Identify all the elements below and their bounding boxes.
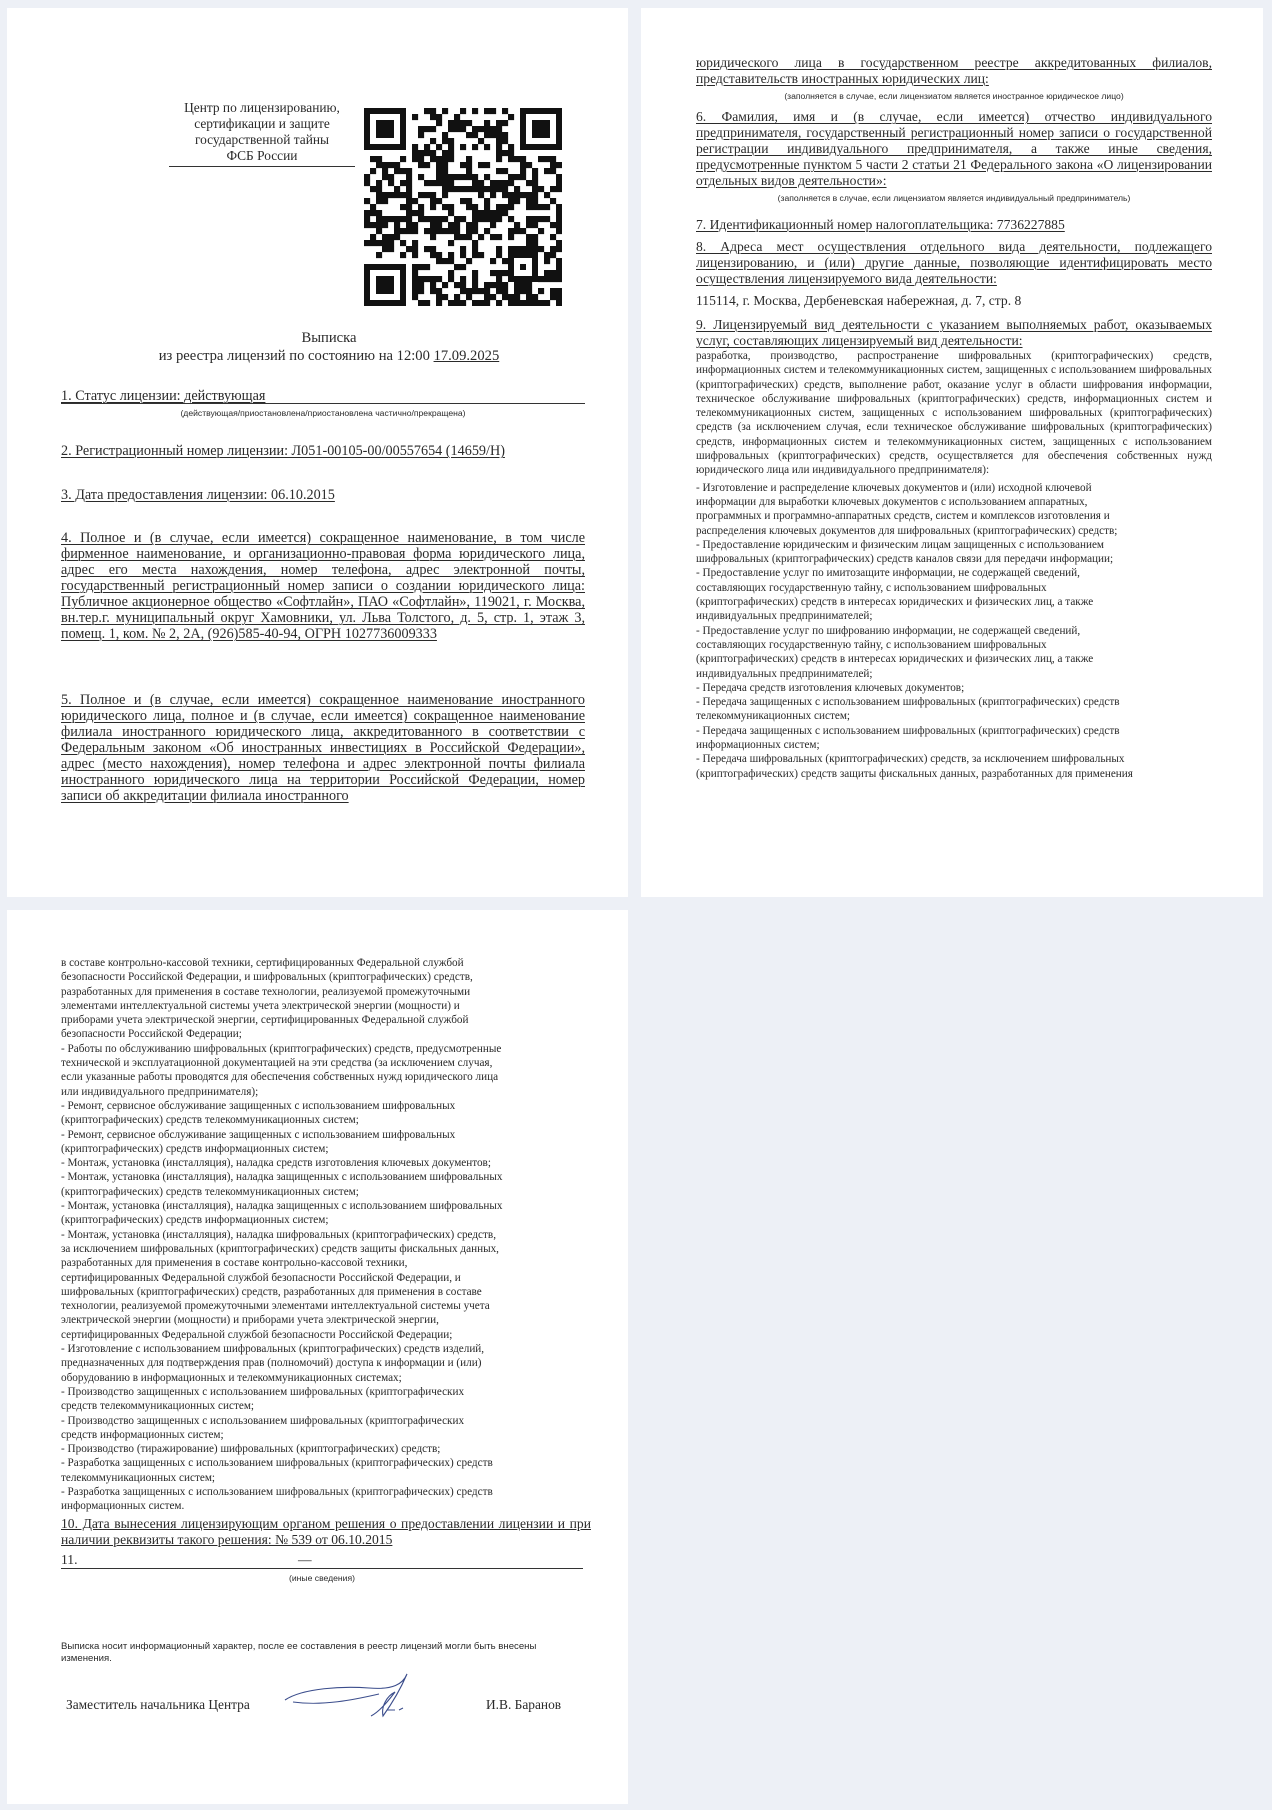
license-status-text: 1. Статус лицензии: действующая bbox=[61, 388, 266, 404]
field-license-status bbox=[61, 388, 585, 418]
signer-name: И.В. Баранов bbox=[486, 1697, 562, 1712]
list-line: средств информационных систем; bbox=[61, 1428, 224, 1441]
extract-heading bbox=[67, 329, 591, 365]
entrepreneur-text: 6. Фамилия, имя и (в случае, если имеется) отчество индивидуального предпринимателя, государственный регистрационный номер записи о государственной регистрации индивидуального предпринимателя, а также иные сведения, предусмотренные пунктом 5 части 2 статьи 21 Федерального закона «О лицензировании отдельных видов деятельности»: bbox=[696, 109, 1212, 188]
inn-text: 7. Идентификационный номер налогоплательщика: 7736227885 bbox=[696, 217, 1065, 232]
field-registration-number bbox=[61, 443, 585, 459]
list-line: - Монтаж, установка (инсталляция), наладка защищенных с использованием шифровальных bbox=[61, 1200, 503, 1213]
list-line: программных и программно-аппаратных средств, систем и комплексов изготовления и bbox=[696, 510, 1110, 523]
works-list-lines bbox=[61, 956, 591, 1514]
field-issue-date bbox=[61, 487, 585, 503]
list-line: телекоммуникационных систем; bbox=[696, 710, 851, 723]
list-line: - Предоставление услуг по имитозащите информации, не содержащей сведений, bbox=[696, 567, 1080, 580]
list-line: - Производство (тиражирование) шифровальных (криптографических) средств; bbox=[61, 1443, 441, 1456]
list-line: составляющих государственную тайну, с использованием шифровальных bbox=[696, 638, 1047, 651]
legal-entity-text: 4. Полное и (в случае, если имеется) сокращенное наименование, в том числе фирменное наименование, и организационно-правовая форма юридического лица, адрес его места нахождения, номер телефона, адрес электронной почты, государственный регистрационный номер записи о создании юридического лица: Публичное акционерное общество «Софтлайн», ПАО «Софтлайн», 119021, г. Москва, вн.тер.г. муниципальный округ Хамовники, ул. Льва Толстого, д. 5, стр. 1, этаж 3, помещ. 1, ком. № 2, 2А, (926)585-40-94, ОГРН 1027736009333 bbox=[61, 530, 585, 642]
document-page-1 bbox=[7, 8, 628, 897]
field-foreign-entity bbox=[61, 692, 585, 804]
field-licensed-activity bbox=[696, 317, 1212, 781]
qr-code bbox=[364, 108, 562, 306]
list-line: - Работы по обслуживанию шифровальных (криптографических) средств, предусмотренные bbox=[61, 1042, 502, 1055]
list-line: - Предоставление услуг по шифрованию информации, не содержащей сведений, bbox=[696, 624, 1081, 637]
list-line: (криптографических) средств телекоммуникационных систем; bbox=[61, 1114, 359, 1127]
list-line: - Ремонт, сервисное обслуживание защищенных с использованием шифровальных bbox=[61, 1128, 456, 1141]
list-line: (криптографических) средств защиты фискальных данных, разработанных для применения bbox=[696, 767, 1133, 780]
list-line: (криптографических) средств информационных систем; bbox=[61, 1142, 329, 1155]
list-line: за исключением шифровальных (криптографических) средств защиты фискальных данных, bbox=[61, 1242, 499, 1255]
list-line: - Производство защищенных с использованием шифровальных (криптографических bbox=[61, 1385, 465, 1398]
list-line: (криптографических) средств в интересах юридических и физических лиц, а также bbox=[696, 596, 1094, 609]
list-line: (криптографических) средств в интересах юридических и физических лиц, а также bbox=[696, 653, 1094, 666]
registration-number-text: 2. Регистрационный номер лицензии: Л051-00105-00/00557654 (14659/Н) bbox=[61, 443, 505, 459]
field-decision bbox=[61, 1516, 591, 1548]
list-line: - Разработка защищенных с использованием шифровальных (криптографических) средств bbox=[61, 1457, 493, 1470]
handwritten-signature bbox=[283, 1666, 433, 1722]
list-line: информационных систем. bbox=[61, 1500, 185, 1513]
list-line: информационных систем; bbox=[696, 739, 820, 752]
list-line: шифровальных (криптографических) средств каналов связи для передачи информации; bbox=[696, 553, 1114, 566]
list-line: технической и эксплуатационной документацией на эти средства (за исключением случая, bbox=[61, 1057, 493, 1070]
list-line: - Ремонт, сервисное обслуживание защищенных с использованием шифровальных bbox=[61, 1099, 456, 1112]
extract-date: 17.09.2025 bbox=[433, 348, 500, 364]
foreign-entity-hint: (заполняется в случае, если лицензиатом является иностранное юридическое лицо) bbox=[784, 91, 1124, 101]
list-line: приборами учета электрической энергии, сертифицированных Федеральной службой bbox=[61, 1014, 469, 1027]
list-line: - Передача защищенных с использованием шифровальных (криптографических) средств bbox=[696, 724, 1120, 737]
list-line: информации для выработки ключевых документов с использованием аппаратных, bbox=[696, 495, 1088, 508]
list-line: индивидуальных предпринимателей; bbox=[696, 667, 873, 680]
list-line: шифровальных (криптографических) средств, разработанных для применения в составе bbox=[61, 1285, 482, 1298]
list-line: - Передача средств изготовления ключевых документов; bbox=[696, 681, 965, 694]
subtitle-text: из реестра лицензий по состоянию на 12:00 bbox=[158, 348, 434, 364]
license-status-hint: (действующая/приостановлена/приостановлена частично/прекращена) bbox=[180, 408, 466, 418]
document-page-3 bbox=[7, 910, 628, 1804]
authority-line: государственной тайны bbox=[194, 132, 330, 147]
field-foreign-entity-continued bbox=[696, 55, 1212, 101]
document-page-2 bbox=[641, 8, 1263, 897]
issue-date-text: 3. Дата предоставления лицензии: 06.10.2015 bbox=[61, 487, 335, 503]
list-line: распределения ключевых документов для шифровальных (криптографических) средств; bbox=[696, 524, 1118, 537]
authority-underline bbox=[169, 166, 355, 167]
authority-line: ФСБ России bbox=[226, 148, 298, 163]
field-activity-addresses bbox=[696, 239, 1212, 287]
list-line: если указанные работы проводятся для обеспечения собственных нужд юридического лица bbox=[61, 1071, 499, 1084]
list-line: (криптографических) средств информационных систем; bbox=[61, 1214, 329, 1227]
extract-subtitle bbox=[67, 347, 591, 365]
works-list bbox=[696, 481, 1212, 781]
other-info-hint: (иные сведения) bbox=[289, 1572, 355, 1583]
authority-line: сертификации и защите bbox=[194, 116, 330, 131]
disclaimer-note: Выписка носит информационный характер, после ее составления в реестр лицензий могли быть внесены изменения. bbox=[61, 1641, 537, 1664]
list-line: - Монтаж, установка (инсталляция), наладка шифровальных (криптографических) средств, bbox=[61, 1228, 496, 1241]
list-line: технологии, реализуемой промежуточными элементами интеллектуальной системы учета bbox=[61, 1300, 490, 1313]
list-line: телекоммуникационных систем; bbox=[61, 1471, 216, 1484]
list-line: - Предоставление юридическим и физическим лицам защищенных с использованием bbox=[696, 538, 1105, 551]
list-line: - Изготовление и распределение ключевых документов и (или) исходной ключевой bbox=[696, 481, 1092, 494]
signer-position: Заместитель начальника Центра bbox=[66, 1697, 250, 1712]
licensed-activity-text: 9. Лицензируемый вид деятельности с указанием выполняемых работ, оказываемых услуг, составляющих лицензируемый вид деятельности: bbox=[696, 317, 1212, 348]
list-line: - Монтаж, установка (инсталляция), наладка средств изготовления ключевых документов; bbox=[61, 1157, 491, 1170]
foreign-entity-text: 5. Полное и (в случае, если имеется) сокращенное наименование иностранного юридического лица, полное и (в случае, если имеется) сокращенное наименование филиала иностранного юридического лица, аккредитованного в соответствии с Федеральным законом «Об иностранных инвестициях в Российской Федерации», адрес (место нахождения), номер телефона и адрес электронной почты филиала иностранного юридического лица на территории Российской Федерации, номер записи об аккредитации филиала иностранного bbox=[61, 692, 585, 804]
activity-addresses-text: 8. Адреса мест осуществления отдельного вида деятельности, подлежащего лицензированию, и (или) другие данные, позволяющие идентифицировать место осуществления лицензируемого вида деятельности: bbox=[696, 239, 1212, 286]
list-line: - Изготовление с использованием шифровальных (криптографических) средств изделий, bbox=[61, 1343, 485, 1356]
list-line: - Монтаж, установка (инсталляция), наладка защищенных с использованием шифровальных bbox=[61, 1171, 503, 1184]
list-line: сертифицированных Федеральной службой безопасности Российской Федерации, и bbox=[61, 1271, 461, 1284]
foreign-entity-continued-text: юридического лица в государственном реестре аккредитованных филиалов, представительств иностранных юридических лиц: bbox=[696, 55, 1212, 86]
field-legal-entity bbox=[61, 530, 585, 642]
works-list-continued bbox=[61, 956, 591, 1583]
entrepreneur-hint: (заполняется в случае, если лицензиатом является индивидуальный предприниматель) bbox=[777, 193, 1131, 203]
other-info-label: 11. bbox=[61, 1551, 78, 1567]
field-other-info bbox=[61, 1552, 583, 1569]
list-line: - Передача шифровальных (криптографических) средств, за исключением шифровальных bbox=[696, 753, 1125, 766]
authority-line: Центр по лицензированию, bbox=[184, 100, 340, 115]
list-line: разработанных для применения в составе контрольно-кассовой техники, bbox=[61, 1257, 408, 1270]
list-line: или индивидуального предпринимателя); bbox=[61, 1085, 259, 1098]
activity-address-value: 115114, г. Москва, Дербеневская набережная, д. 7, стр. 8 bbox=[696, 293, 1022, 308]
other-info-value: — bbox=[298, 1551, 312, 1567]
list-line: в составе контрольно-кассовой техники, сертифицированных Федеральной службой bbox=[61, 957, 464, 969]
list-line: сертифицированных Федеральной службой безопасности Российской Федерации; bbox=[61, 1328, 453, 1341]
list-line: безопасности Российской Федерации; bbox=[61, 1028, 242, 1041]
field-entrepreneur bbox=[696, 109, 1212, 203]
list-line: - Передача защищенных с использованием шифровальных (криптографических) средств bbox=[696, 696, 1120, 709]
list-line: элементами интеллектуальной системы учета электрической энергии (мощности) и bbox=[61, 999, 460, 1012]
list-line: - Производство защищенных с использованием шифровальных (криптографических bbox=[61, 1414, 465, 1427]
list-line: разработанных для применения в составе технологии, реализуемой промежуточными bbox=[61, 985, 471, 998]
licensed-activity-intro: разработка, производство, распространение шифровальных (криптографических) средств, информационных систем и телекоммуникационных систем, защищенных с использованием шифровальных (криптографических) средств, выполнение работ, оказание услуг в области шифрования информации, техническое обслуживание шифровальных (криптографических) средств, информационных систем и телекоммуникационных систем, защищенных с использованием шифровальных (криптографических) средств (за исключением случая, если техническое обслуживание шифровальных (криптографических) средств, информационных систем и телекоммуникационных систем, защищенных с использованием шифровальных (криптографических) средств, осуществляется для обеспечения собственных нужд юридического лица или индивидуального предпринимателя): bbox=[696, 350, 1212, 477]
decision-text: 10. Дата вынесения лицензирующим органом решения о предоставлении лицензии и при наличии реквизиты такого решения: № 539 от 06.10.2015 bbox=[61, 1515, 591, 1547]
list-line: предназначенных для подтверждения прав (полномочий) доступа к информации и (или) bbox=[61, 1357, 482, 1370]
list-line: безопасности Российской Федерации, и шифровальных (криптографических) средств, bbox=[61, 971, 473, 984]
list-line: оборудованию в информационных и телекоммуникационных системах; bbox=[61, 1371, 402, 1384]
list-line: средств телекоммуникационных систем; bbox=[61, 1400, 255, 1413]
list-line: - Разработка защищенных с использованием шифровальных (криптографических) средств bbox=[61, 1485, 493, 1498]
list-line: электрической энергии (мощности) и приборами учета электрической энергии, bbox=[61, 1314, 439, 1327]
extract-title: Выписка bbox=[301, 330, 357, 346]
issuing-authority bbox=[167, 100, 357, 167]
field-inn bbox=[696, 217, 1212, 233]
list-line: индивидуальных предпринимателей; bbox=[696, 610, 873, 623]
list-line: составляющих государственную тайну, с использованием шифровальных bbox=[696, 581, 1047, 594]
list-line: (криптографических) средств телекоммуникационных систем; bbox=[61, 1185, 359, 1198]
